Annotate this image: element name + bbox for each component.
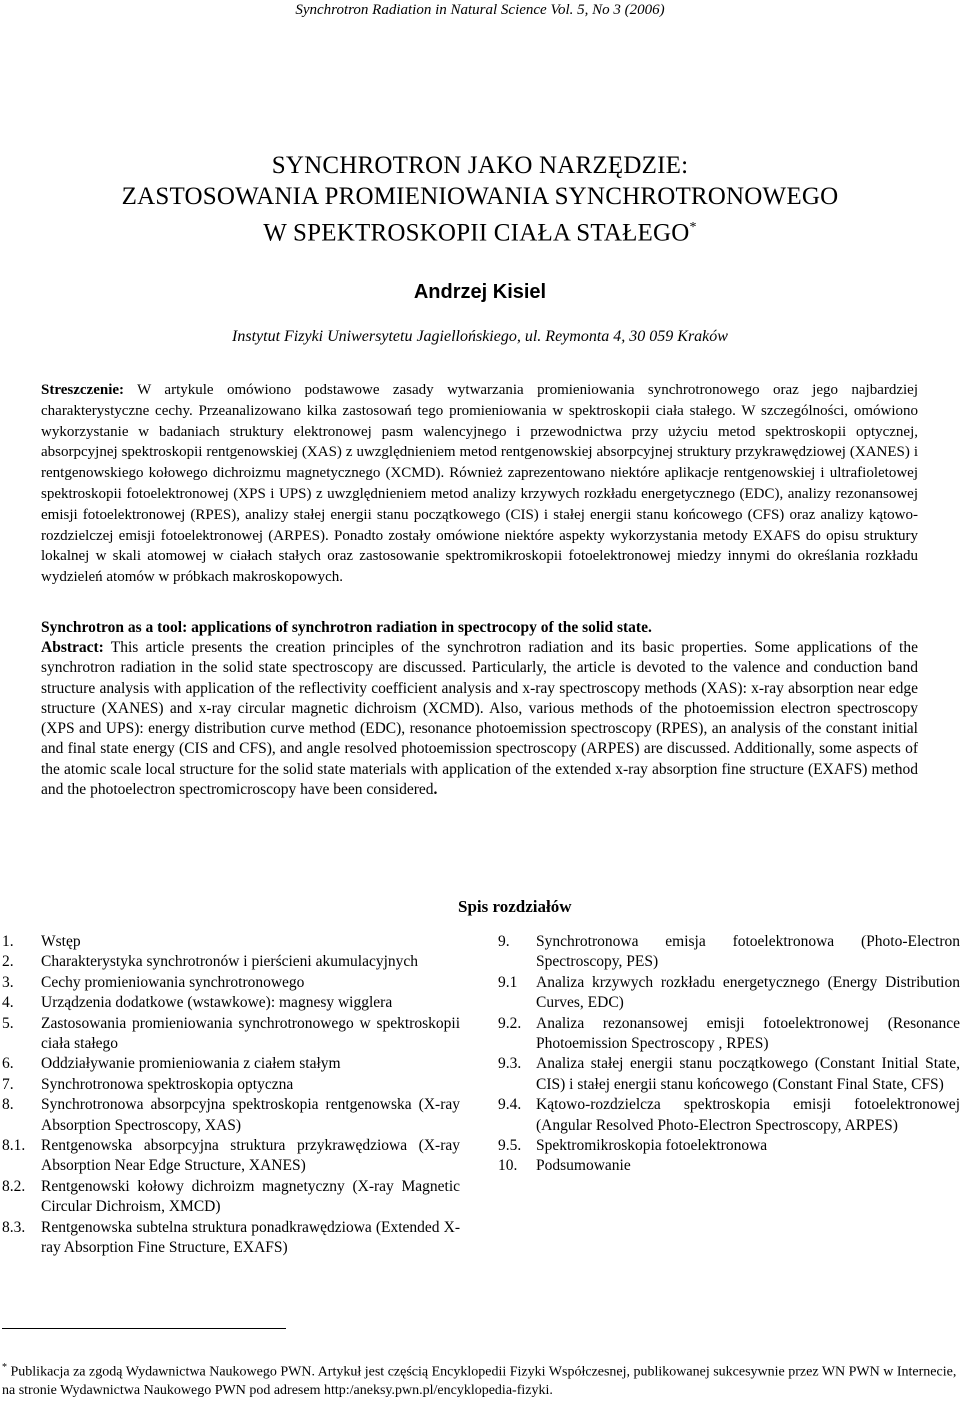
toc-item-number: 8.1. [2, 1137, 26, 1155]
toc-item-text: Urządzenia dodatkowe (wstawkowe): magnesy wigglera [41, 994, 393, 1012]
title-line-3 [0, 212, 960, 248]
toc-item [498, 1156, 960, 1176]
toc-item-text: Podsumowanie [536, 1157, 631, 1175]
affiliation: Instytut Fizyki Uniwersytetu Jagiellońskiego, ul. Reymonta 4, 30 059 Kraków [232, 328, 728, 345]
abstract-polish-label: Streszczenie: [41, 382, 125, 398]
toc-item-text: Oddziaływanie promieniowania z ciałem stałym [41, 1055, 341, 1073]
toc-item [498, 1054, 960, 1095]
toc-item [498, 1095, 960, 1136]
toc-item-number: 6. [2, 1055, 14, 1073]
toc-item-text: Analiza krzywych rozkładu energetycznego (Energy Distribution Curves, EDC) [536, 973, 960, 1012]
toc-item-text: Analiza rezonansowej emisji fotoelektronowej (Resonance Photoemission Spectroscopy , RPES) [536, 1014, 960, 1053]
toc-item [2, 1075, 462, 1095]
toc-item-number: 8.2. [2, 1177, 26, 1195]
toc-item [498, 1014, 960, 1055]
toc-item-number: 9.4. [498, 1096, 522, 1114]
toc-item [2, 1177, 462, 1218]
abstract-english-label: Abstract: [41, 639, 104, 656]
toc-item-number: 8. [2, 1096, 14, 1114]
toc-item-number: 10. [498, 1157, 518, 1175]
toc-item-number: 9.5. [498, 1137, 522, 1155]
toc-item-text: Synchrotronowa emisja fotoelektronowa (Photo-Electron Spectroscopy, PES) [536, 933, 960, 971]
toc-item-text: Synchrotronowa absorpcyjna spektroskopia rentgenowska (X-ray Absorption Spectroscopy, XAS) [41, 1096, 460, 1134]
toc-item-number: 7. [2, 1075, 14, 1093]
toc-item-text: Kątowo-rozdzielcza spektroskopia emisji fotoelektronowej (Angular Resolved Photo-Electron Spectroscopy, ARPES) [536, 1096, 960, 1134]
toc-item [498, 1136, 960, 1156]
abstract-polish-text: W artykule omówiono podstawowe zasady wytwarzania promieniowania synchrotronowego oraz jego najbardziej charakterystyczne cechy. Przeanalizowano kilka zastosowań tego promieniowania w spektroskopii ciała stałego. W szczególności, omówiono wykorzystanie w badaniach struktury elektronowej pasm walencyjnego i przewodnictwa przy użyciu metod spektroskopii optycznej, absorpcyjnej spektroskopii rentgenowskiej (XAS) z uwzględnieniem metod rentgenowskiej absorpcyjnej struktury przykrawędziowej (XANES) i rentgenowskiego kołowego dichroizmu magnetycznego (XCMD). Również zaprezentowano niektóre aplikacje rentgenowskiej i ultrafioletowej spektroskopii fotoelektronowej (XPS i UPS) z uwzględnieniem metod analizy krzywych rozkładu energetycznego (EDC), analizy rezonansowej emisji fotoelektronowej (RPES), analizy stałej energii stanu początkowego (CIS) i stałej energii stanu końcowego (CFS) oraz analizy kątowo-rozdzielczej emisji fotoelektronowej (ARPES). Ponadto zostały omówione niektóre aspekty wykorzystania metody EXAFS do opisu struktury lokalnej w skali atomowej w ciałach stałych oraz zastosowanie spektromikroskopii fotoelektronowej miedzy innymi do określania rozkładu wydzieleń atomów w próbkach makroskopowych. [41, 382, 919, 586]
footnote [2, 1359, 960, 1400]
footnote-text: Publikacja za zgodą Wydawnictwa Naukowego PWN. Artykuł jest częścią Encyklopedii Fizyki Współczesnej, publikowanej sukcesywnie przez WN PWN w Internecie, na stronie Wydawnictwa Naukowego PWN pod adresem http:/aneksy.pwn.pl/encyklopedia-fizyki. [2, 1364, 957, 1398]
toc-item-number: 5. [2, 1014, 14, 1032]
toc-item-text: Synchrotronowa spektroskopia optyczna [41, 1075, 294, 1093]
toc-item-text: Charakterystyka synchrotronów i pierścieni akumulacyjnych [41, 953, 419, 971]
toc-item [2, 952, 462, 972]
toc-item [2, 1218, 462, 1259]
toc-item-number: 4. [2, 994, 14, 1012]
toc-title: Spis rozdziałów [458, 897, 572, 916]
toc-item-number: 9. [498, 933, 510, 950]
toc-item-text: Rentgenowski kołowy dichroizm magnetyczny (X-ray Magnetic Circular Dichroism, XMCD) [41, 1177, 460, 1216]
abstract-english-title: Synchrotron as a tool: applications of synchrotron radiation in spectrocopy of the solid state. [41, 619, 652, 636]
toc-item [2, 1014, 462, 1055]
toc-item-text: Zastosowania promieniowania synchrotronowego w spektroskopii ciała stałego [41, 1014, 460, 1053]
toc-item-number: 8.3. [2, 1218, 26, 1236]
toc-item [2, 993, 462, 1013]
footnote-rule [2, 1328, 286, 1329]
toc-item-text: Analiza stałej energii stanu początkowego (Constant Initial State, CIS) i stałej energii stanu końcowego (Constant Final State, CFS) [536, 1055, 960, 1093]
toc-item-number: 9.1 [498, 973, 518, 991]
toc-item-number: 9.2. [498, 1014, 522, 1032]
paper-title [0, 150, 960, 248]
abstract-english-end: . [433, 781, 438, 799]
title-line-1: SYNCHROTRON JAKO NARZĘDZIE: [271, 152, 689, 179]
toc-item-number: 3. [2, 973, 14, 991]
toc-item [2, 1136, 462, 1177]
abstract-english [41, 638, 918, 800]
toc-item [2, 1054, 462, 1074]
title-line-3-text: W SPEKTROSKOPII CIAŁA STAŁEGO [263, 219, 690, 247]
title-line-2: ZASTOSOWANIA PROMIENIOWANIA SYNCHROTRONOWEGO [121, 183, 839, 210]
toc-right-column [498, 932, 960, 1177]
toc-item [498, 932, 960, 973]
toc-item-text: Wstęp [41, 933, 81, 950]
toc-item-text: Cechy promieniowania synchrotronowego [41, 973, 305, 991]
toc-left-column [2, 932, 462, 1259]
toc-item-text: Rentgenowska subtelna struktura ponadkrawędziowa (Extended X-ray Absorption Fine Structure, EXAFS) [41, 1218, 460, 1257]
journal-header: Synchrotron Radiation in Natural Science Vol. 5, No 3 (2006) [295, 2, 665, 18]
title-footnote-mark: * [689, 220, 697, 235]
toc-item [2, 973, 462, 993]
toc-item [2, 1095, 462, 1136]
toc-item-text: Rentgenowska absorpcyjna struktura przykrawędziowa (X-ray Absorption Near Edge Structure, XANES) [41, 1137, 460, 1175]
toc-item [2, 932, 462, 952]
abstract-english-text: This article presents the creation principles of the synchrotron radiation and its basic properties. Some applications of the synchrotron radiation in the solid state spectroscopy are discussed. Particularly, the article is devoted to the valence and conduction band structure analysis with application of the reflectivity coefficient analysis and x-ray spectroscopy methods (XAS): x-ray absorption near edge structure (XANES) and x-ray circular magnetic dichroism (XCMD). Also, various methods of the photoemission electron spectroscopy (XPS and UPS): energy distribution curve method (EDC), resonance photoemission spectroscopy (RPES), an analysis of the constant initial and final state energy (CIS and CFS), and angle resolved photoemission spectroscopy (ARPES) are discussed. Additionally, some aspects of the atomic scale local structure for the solid state materials with application of the extended x-ray absorption fine structure (EXAFS) method and the photoelectron spectromicroscopy have been considered [41, 639, 918, 799]
toc-item-number: 2. [2, 953, 14, 971]
abstract-polish [41, 380, 918, 588]
toc-item-number: 1. [2, 933, 14, 950]
toc-item-number: 9.3. [498, 1055, 522, 1073]
toc-item [498, 973, 960, 1014]
footnote-mark: * [2, 1362, 7, 1373]
author-name: Andrzej Kisiel [413, 281, 547, 303]
toc-item-text: Spektromikroskopia fotoelektronowa [536, 1137, 768, 1155]
